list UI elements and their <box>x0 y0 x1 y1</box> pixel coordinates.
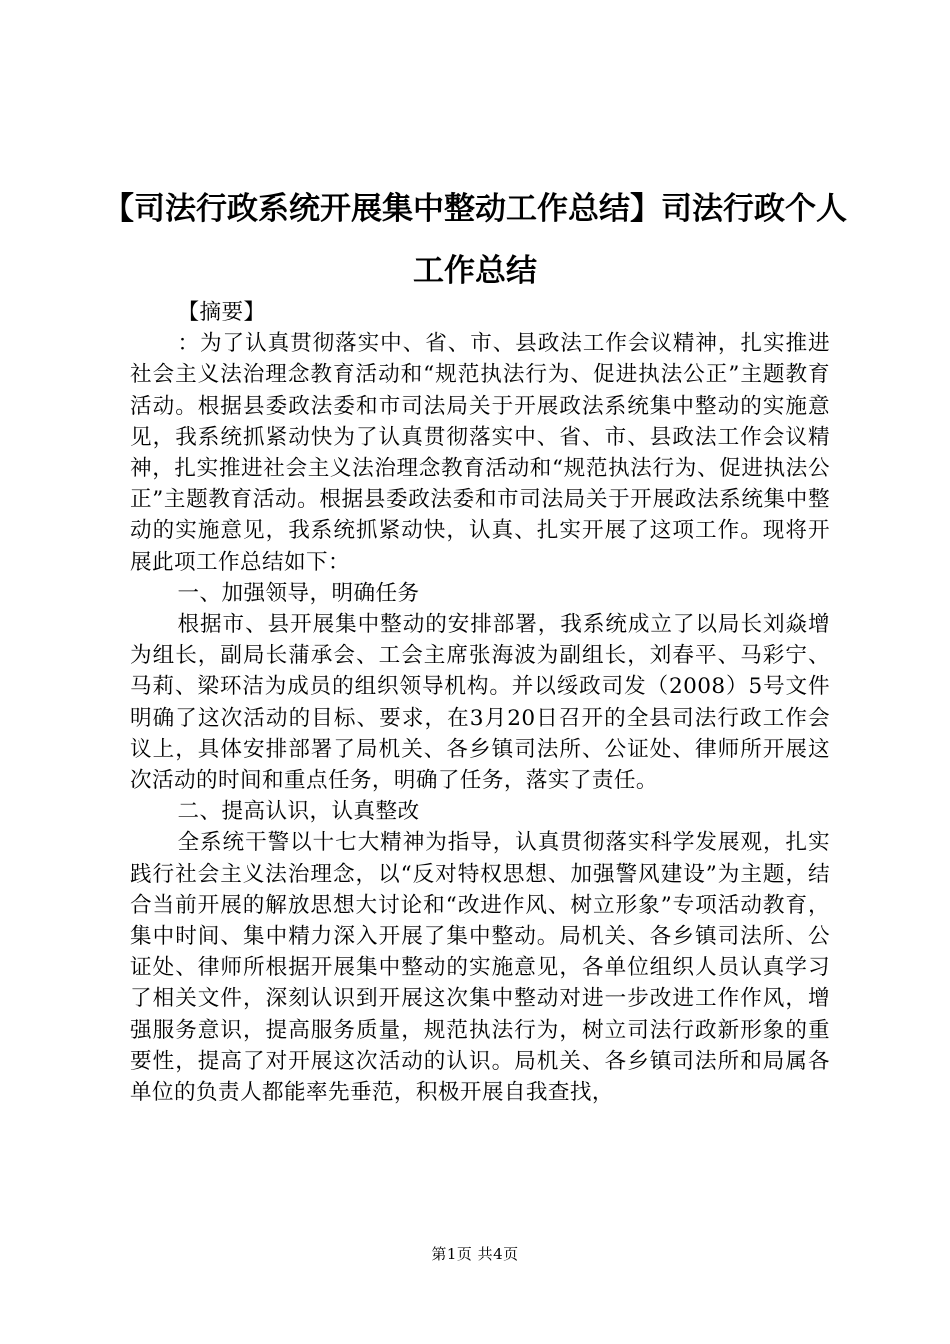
paragraph-section-1: 根据市、县开展集中整动的安排部署，我系统成立了以局长刘焱增为组长，副局长蒲承会、工会主席张海波为副组长，刘春平、马彩宁、马莉、梁环洁为成员的组织领导机构。并以绥政司发（2008）5号文件明确了这次活动的目标、要求，在3月20日召开的全县司法行政工作会议上，具体安排部署了局机关、各乡镇司法所、公证处、律师所开展这次活动的时间和重点任务，明确了任务，落实了责任。 <box>130 612 830 794</box>
section-heading-1: 一、加强领导，明确任务 <box>177 580 420 606</box>
paragraph-section-2: 全系统干警以十七大精神为指导，认真贯彻落实科学发展观，扎实践行社会主义法治理念，以“反对特权思想、加强警风建设”为主题，结合当前开展的解放思想大讨论和“改进作风、树立形象”专项活动教育，集中时间、集中精力深入开展了集中整动。局机关、各乡镇司法所、公证处、律师所根据开展集中整动的实施意见，各单位组织人员认真学习了相关文件，深刻认识到开展这次集中整动对进一步改进工作作风，增强服务意识，提高服务质量，规范执法行为，树立司法行政新形象的重要性，提高了对开展这次活动的认识。局机关、各乡镇司法所和局属各单位的负责人都能率先垂范，积极开展自我查找， <box>130 830 830 1106</box>
document-body <box>130 297 830 1108</box>
section-heading-2: 二、提高认识，认真整改 <box>177 799 420 825</box>
page-footer: 第1页 共4页 <box>431 1245 519 1263</box>
abstract-label: 【摘要】 <box>177 300 266 325</box>
paragraph-intro: ：为了认真贯彻落实中、省、市、县政法工作会议精神，扎实推进社会主义法治理念教育活动和“规范执法行为、促进执法公正”主题教育活动。根据县委政法委和市司法局关于开展政法系统集中整动的实施意见，我系统抓紧动快为了认真贯彻落实中、省、市、县政法工作会议精神，扎实推进社会主义法治理念教育活动和“规范执法行为、促进执法公正”主题教育活动。根据县委政法委和市司法局关于开展政法系统集中整动的实施意见，我系统抓紧动快，认真、扎实开展了这项工作。现将开展此项工作总结如下： <box>130 331 830 575</box>
document-title: 【司法行政系统开展集中整动工作总结】司法行政个人工作总结 <box>103 191 847 289</box>
